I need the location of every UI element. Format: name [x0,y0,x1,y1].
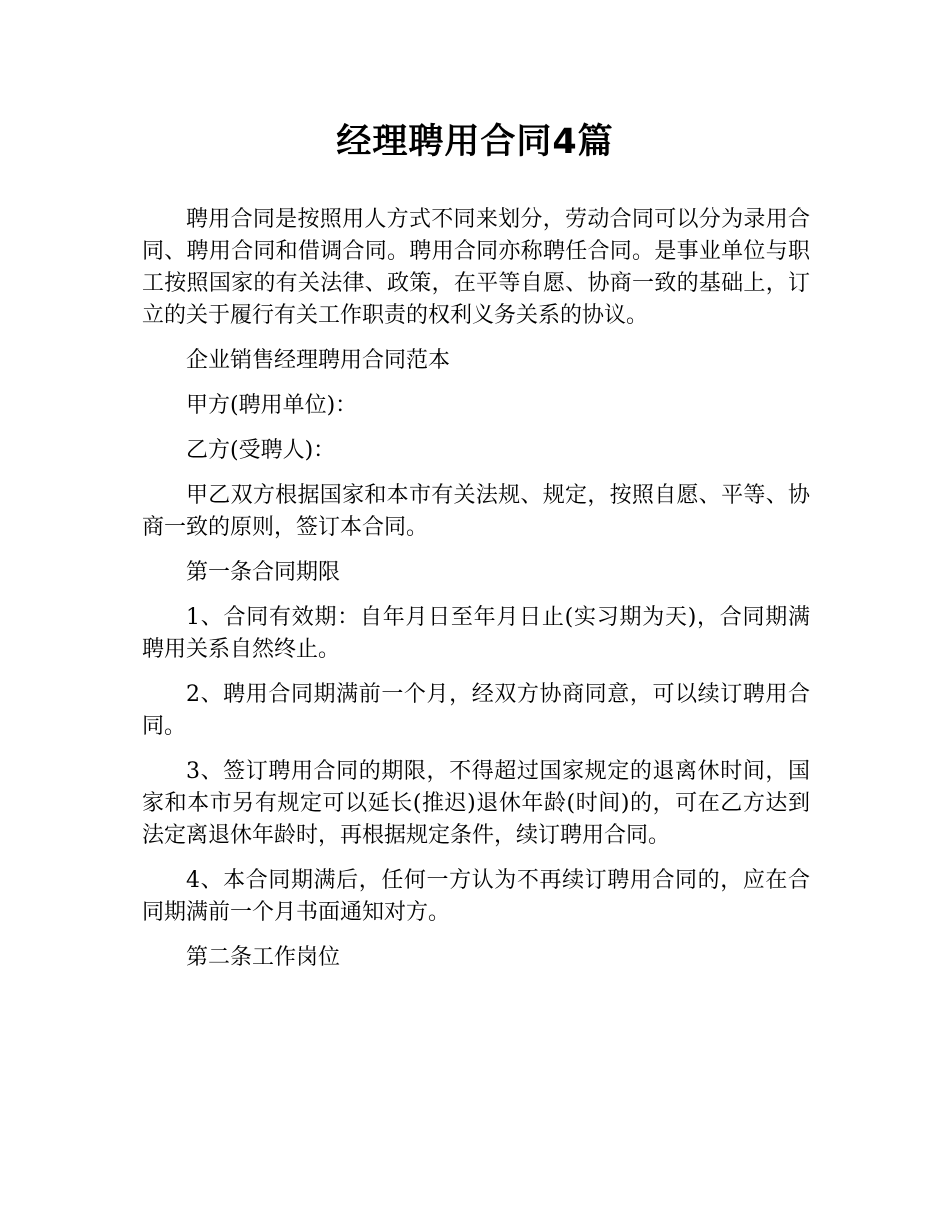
article-1-heading: 第一条合同期限 [186,560,341,585]
document-title: 经理聘用合同4篇 [336,122,614,162]
paragraph-intro: 聘用合同是按照用人方式不同来划分，劳动合同可以分为录用合同、聘用合同和借调合同。聘用合同亦称聘任合同。是事业单位与职工按照国家的有关法律、政策，在平等自愿、协商一致的基础上，订立的关于履行有关工作职责的权利义务关系的协议。 [142,207,810,328]
article-1-clause-1: 1、合同有效期：自年月日至年月日止(实习期为天)，合同期满聘用关系自然终止。 [142,605,810,662]
document-body [142,204,810,987]
paragraph-party-a: 甲方(聘用单位)： [186,393,358,418]
paragraph-contract-name: 企业销售经理聘用合同范本 [186,348,451,373]
article-1-clause-2: 2、聘用合同期满前一个月，经双方协商同意，可以续订聘用合同。 [142,682,810,739]
article-2-heading: 第二条工作岗位 [186,945,341,970]
paragraph-agreement: 甲乙双方根据国家和本市有关法规、规定，按照自愿、平等、协商一致的原则，签订本合同。 [142,483,810,540]
paragraph-party-b: 乙方(受聘人)： [186,438,336,463]
article-1-clause-4: 4、本合同期满后，任何一方认为不再续订聘用合同的，应在合同期满前一个月书面通知对方。 [142,868,810,925]
article-1-clause-3: 3、签订聘用合同的期限，不得超过国家规定的退离休时间，国家和本市另有规定可以延长(推迟)退休年龄(时间)的，可在乙方达到法定离退休年龄时，再根据规定条件，续订聘用合同。 [142,759,810,848]
